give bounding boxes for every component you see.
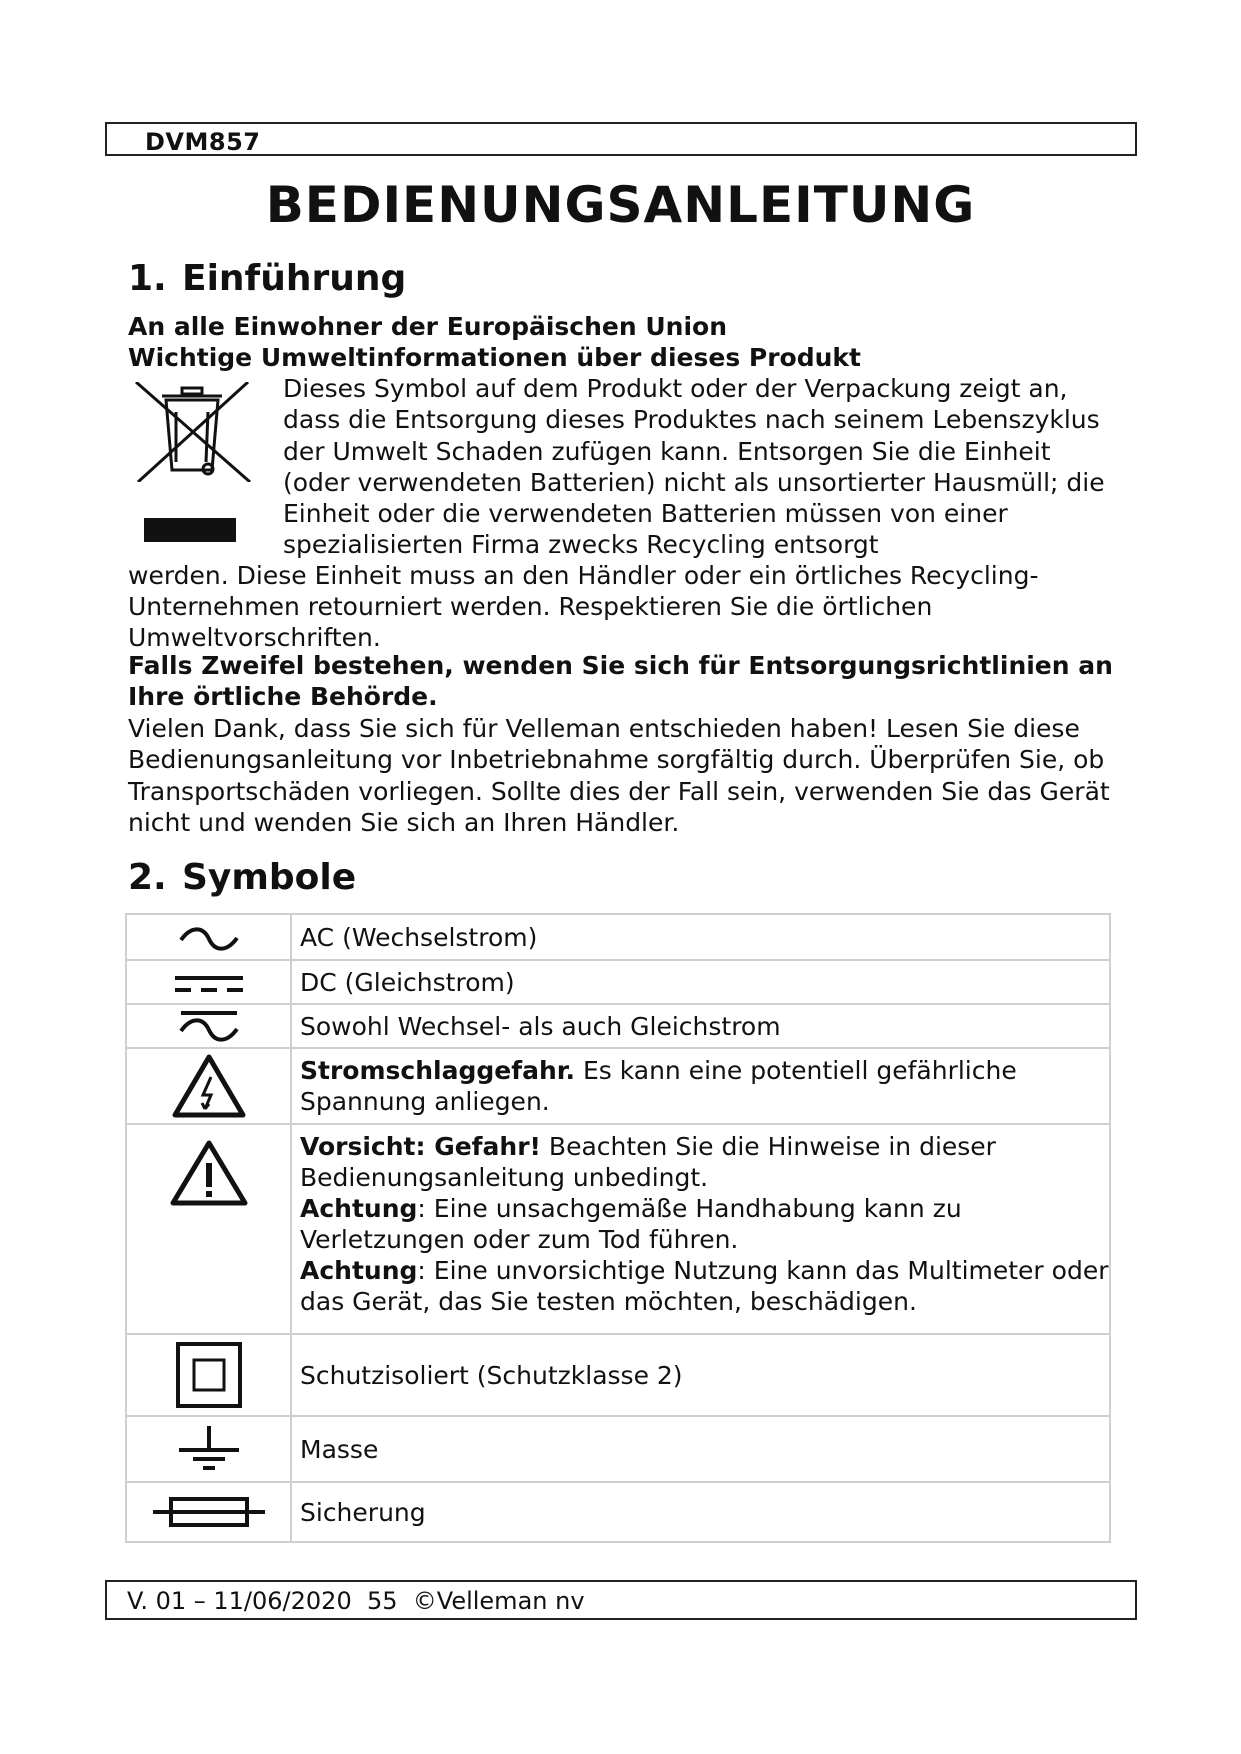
insulation-label: Schutzisoliert (Schutzklasse 2) xyxy=(291,1334,1110,1416)
ac-label: AC (Wechselstrom) xyxy=(291,914,1110,960)
caution-warning-text xyxy=(291,1124,1110,1334)
ground-label: Masse xyxy=(291,1416,1110,1482)
disposal-paragraph: Dieses Symbol auf dem Produkt oder der Verpackung zeigt an, dass die Entsorgung dieses Produktes nach seinem Lebenszyklus der Umwelt Schaden zufügen kann. Entsorgen Sie die Einheit (oder verwendeten Batterien) nicht als unsortierter Hausmüll; die Einheit oder die verwendeten Batterien müssen von einer spezialisierten Firma zwecks Recycling entsorgt xyxy=(283,374,1105,560)
thanks-paragraph: Vielen Dank, dass Sie sich für Velleman entschieden haben! Lesen Sie diese Bedienungsanleitung vor Inbetriebnahme sorgfältig durch. Überprüfen Sie, ob Transportschäden vorliegen. Sollte dies der Fall sein, verwenden Sie das Gerät nicht und wenden Sie sich an Ihren Händler. xyxy=(128,714,1110,837)
shock-warning-body: Es kann eine potentiell gefährliche Spannung anliegen. xyxy=(300,1056,1017,1116)
weee-bar-icon xyxy=(144,518,236,542)
caution-bold-2: Achtung xyxy=(300,1194,418,1223)
section-number: 2. xyxy=(128,857,167,898)
shock-warning-bold: Stromschlaggefahr. xyxy=(300,1056,575,1085)
table-row xyxy=(126,1048,1110,1124)
caution-warning-icon xyxy=(169,1139,249,1207)
caution-bold-1: Vorsicht: Gefahr! xyxy=(300,1132,541,1161)
ac-dc-label: Sowohl Wechsel- als auch Gleichstrom xyxy=(291,1004,1110,1048)
fuse-icon xyxy=(153,1495,265,1529)
ground-icon xyxy=(177,1424,241,1474)
weee-crossed-bin-icon xyxy=(132,382,252,482)
dc-label: DC (Gleichstrom) xyxy=(291,960,1110,1004)
ac-dc-icon xyxy=(177,1009,241,1043)
table-row xyxy=(126,1004,1110,1048)
shock-warning-text xyxy=(291,1048,1110,1124)
table-row xyxy=(126,1124,1110,1334)
caution-bold-3: Achtung xyxy=(300,1256,418,1285)
fuse-label: Sicherung xyxy=(291,1482,1110,1542)
symbols-table xyxy=(125,913,1111,1543)
model-number: DVM857 xyxy=(145,128,261,156)
section-heading-introduction xyxy=(128,258,406,299)
section-heading-symbols xyxy=(128,857,356,898)
disposal-paragraph-continued: werden. Diese Einheit muss an den Händler oder ein örtliches Recycling-Unternehmen retourniert werden. Respektieren Sie die örtlichen Umweltvorschriften. xyxy=(128,561,1039,652)
table-row xyxy=(126,1482,1110,1542)
authority-notice: Falls Zweifel bestehen, wenden Sie sich für Entsorgungsrichtlinien an Ihre örtliche Behörde. xyxy=(128,651,1113,712)
table-row xyxy=(126,914,1110,960)
caution-body-3: : Eine unvorsichtige Nutzung kann das Multimeter oder das Gerät, das Sie testen möchten, beschädigen. xyxy=(300,1256,1109,1316)
document-title: BEDIENUNGSANLEITUNG xyxy=(265,176,976,234)
double-insulation-icon xyxy=(176,1342,242,1408)
header-box xyxy=(105,122,1137,156)
environment-info-line: Wichtige Umweltinformationen über dieses Produkt xyxy=(128,343,861,372)
caution-body-2: : Eine unsachgemäße Handhabung kann zu Verletzungen oder zum Tod führen. xyxy=(300,1194,962,1254)
section-number: 1. xyxy=(128,258,167,299)
table-row xyxy=(126,1334,1110,1416)
electric-shock-warning-icon xyxy=(171,1053,247,1119)
table-row xyxy=(126,960,1110,1004)
eu-residents-line: An alle Einwohner der Europäischen Union xyxy=(128,312,728,341)
ac-icon xyxy=(177,926,241,952)
dc-icon xyxy=(173,972,245,996)
section-title: Symbole xyxy=(182,857,357,898)
table-row xyxy=(126,1416,1110,1482)
footer-version: V. 01 – 11/06/2020 55 ©Velleman nv xyxy=(127,1587,585,1615)
footer-box xyxy=(105,1580,1137,1620)
section-title: Einführung xyxy=(182,258,407,299)
caution-body-1: Beachten Sie die Hinweise in dieser Bedienungsanleitung unbedingt. xyxy=(300,1132,996,1192)
